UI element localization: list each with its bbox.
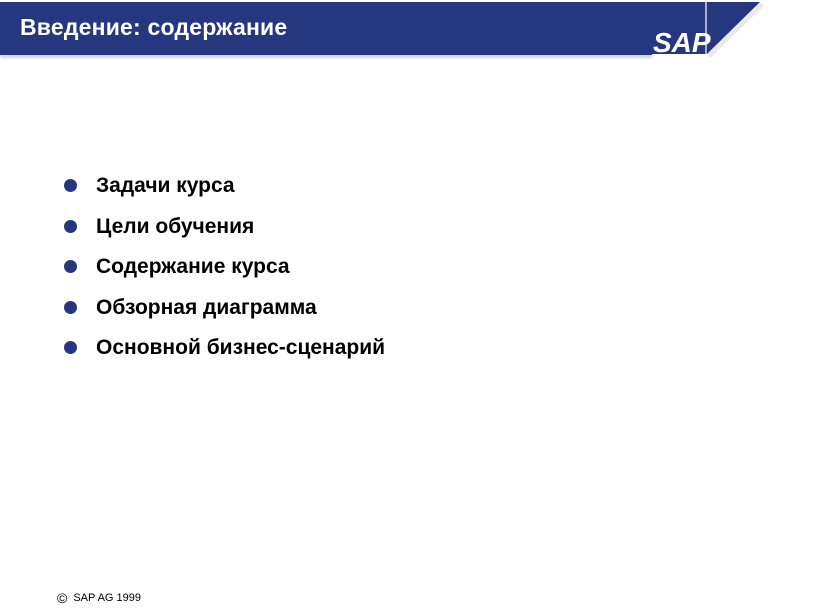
list-item-label: Обзорная диаграмма	[96, 295, 317, 319]
copyright-text: SAP AG 1999	[73, 592, 142, 604]
agenda-list	[64, 172, 385, 375]
list-item	[64, 294, 385, 335]
list-item	[64, 253, 385, 294]
list-item	[64, 334, 385, 375]
list-item	[64, 172, 385, 213]
bullet-icon	[64, 179, 77, 192]
slide-title: Введение: содержание	[20, 14, 288, 40]
bullet-icon	[64, 260, 77, 273]
slide-footer	[57, 590, 141, 606]
sap-logo-icon	[652, 2, 772, 66]
list-item	[64, 213, 385, 254]
bullet-icon	[64, 301, 77, 314]
bullet-icon	[64, 220, 77, 233]
list-item-label: Задачи курса	[96, 174, 235, 197]
slide-header	[0, 2, 652, 55]
sap-logo-text: SAP	[653, 27, 711, 58]
bullet-icon	[64, 341, 77, 354]
copyright-icon: ©	[57, 590, 68, 606]
list-item-label: Цели обучения	[96, 214, 255, 238]
list-item-label: Основной бизнес-сценарий	[96, 336, 386, 359]
list-item-label: Содержание курса	[96, 255, 290, 278]
